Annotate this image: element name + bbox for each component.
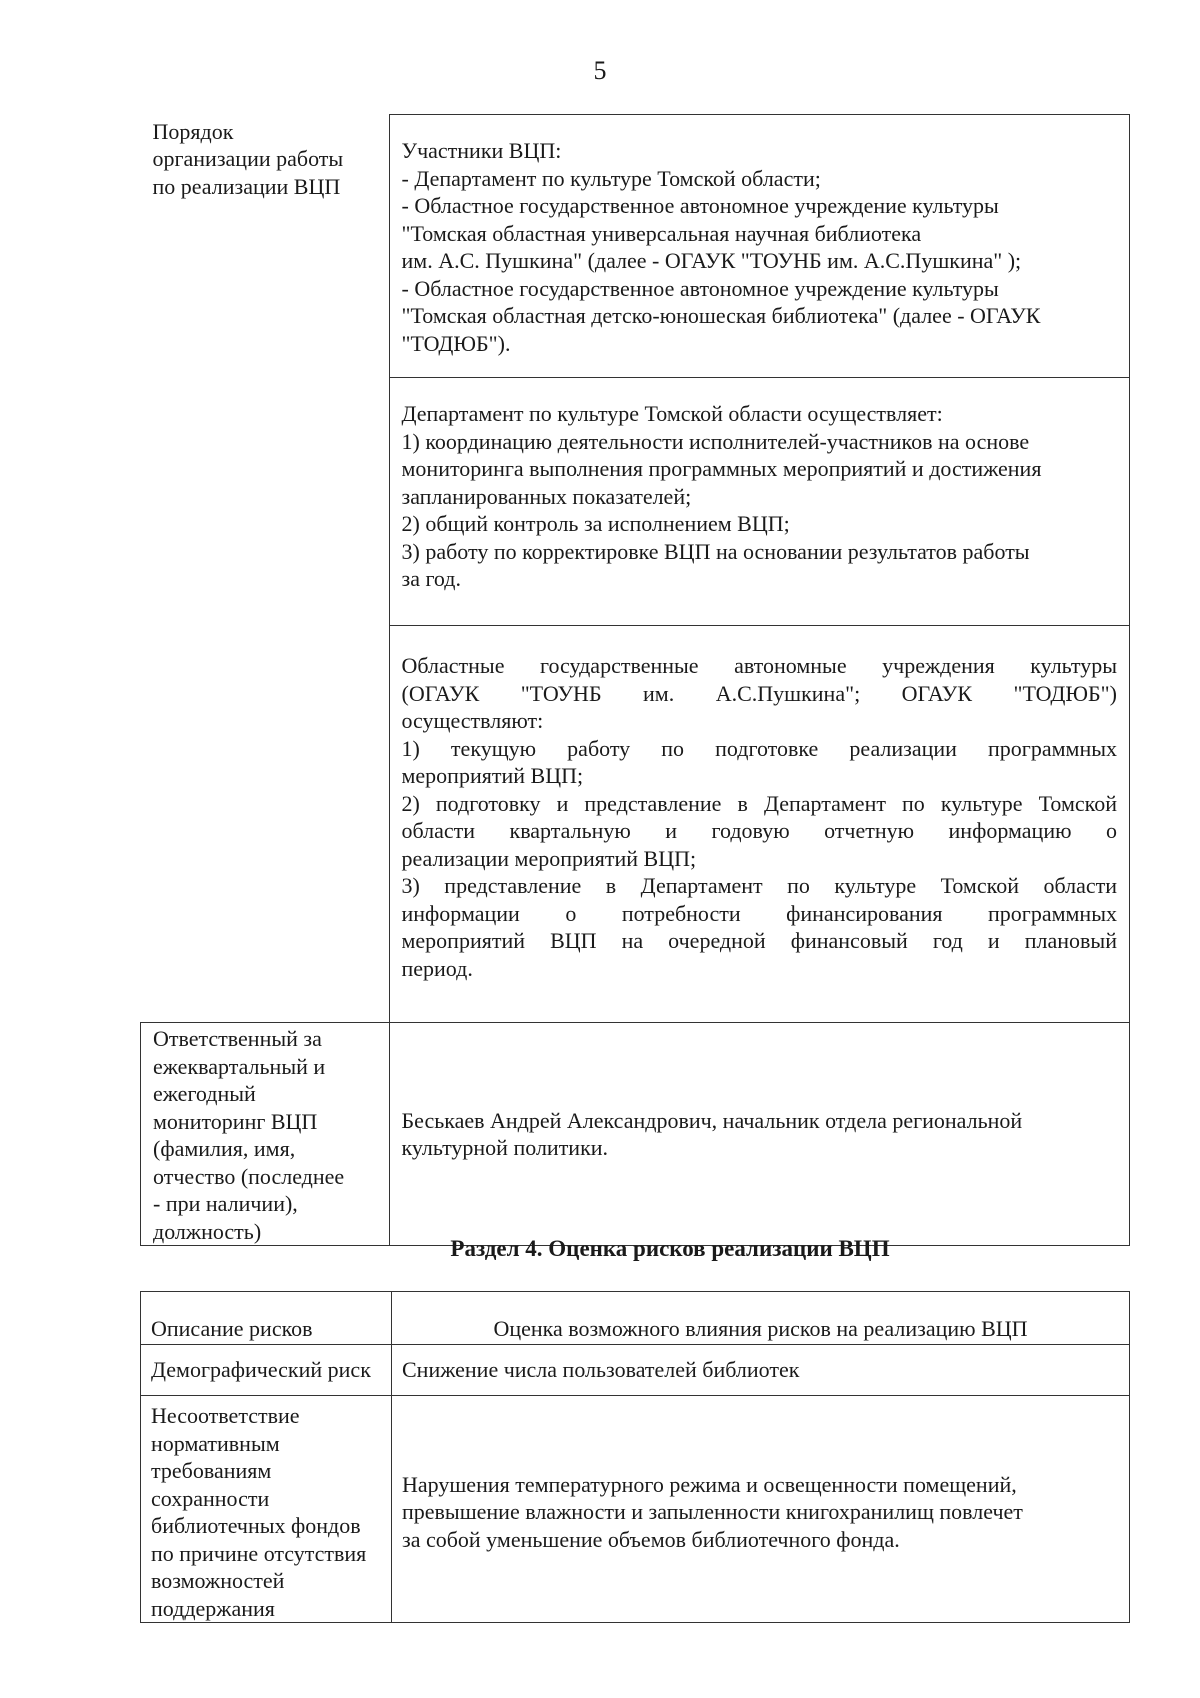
risk-description: Демографический риск [141, 1345, 392, 1396]
monitoring-responsible-value: Беськаев Андрей Александрович, начальник отдела региональной культурной политики. [389, 1023, 1130, 1246]
program-organization-table [140, 114, 1130, 1246]
page-number: 5 [593, 56, 607, 85]
risk-description: Несоответствие нормативным требованиям сохранности библиотечных фондов по причине отсутствия возможностей поддержания [141, 1396, 392, 1623]
risk-impact: Нарушения температурного режима и освещенности помещений, превышение влажности и запыленности книгохранилищ повлечет за собой уменьшение объемов библиотечного фонда. [392, 1396, 1130, 1623]
participants-cell: Участники ВЦП: - Департамент по культуре Томской области; - Областное государственное автономное учреждение культуры "Томская областная универсальная научная библиотека им. А.С. Пушкина" (далее - ОГАУК "ТОУНБ им. А.С.Пушкина" ); - Областное государственное автономное учреждение культуры "Томская областная детско-юношеская библиотека" (далее - ОГАУК "ТОДЮБ"). [389, 115, 1130, 378]
table-row [141, 1345, 1130, 1396]
table-row [141, 1396, 1130, 1623]
institution-duties-cell: Областные государственные автономные учреждения культуры (ОГАУК "ТОУНБ им. А.С.Пушкина"; ОГАУК "ТОДЮБ") осуществляют: 1) текущую работу по подготовке реализации программных мероприятий ВЦП; 2) подготовку и представление в Департамент по культуре Томской области квартальную и годовую отчетную информацию о реализации мероприятий ВЦП; 3) представление в Департамент по культуре Томской области информации о потребности финансирования программных мероприятий ВЦП на очередной финансовый год и плановый период. [389, 626, 1130, 1023]
org-procedure-label: Порядок организации работы по реализации ВЦП [152, 118, 344, 199]
risk-description-header: Описание рисков [141, 1292, 392, 1345]
table-header-row [141, 1292, 1130, 1345]
risk-impact: Снижение числа пользователей библиотек [392, 1345, 1130, 1396]
risk-assessment-table [140, 1291, 1130, 1623]
department-duties-cell: Департамент по культуре Томской области осуществляет: 1) координацию деятельности исполнителей-участников на основе мониторинга выполнения программных мероприятий и достижения запланированных показателей; 2) общий контроль за исполнением ВЦП; 3) работу по корректировке ВЦП на основании результатов работы за год. [389, 378, 1130, 626]
section-4-title: Раздел 4. Оценка рисков реализации ВЦП [450, 1236, 890, 1261]
risk-impact-header: Оценка возможного влияния рисков на реализацию ВЦП [392, 1292, 1130, 1345]
monitoring-responsible-label: Ответственный за ежеквартальный и ежегодный мониторинг ВЦП (фамилия, имя, отчество (последнее - при наличии), должность) [141, 1023, 390, 1246]
